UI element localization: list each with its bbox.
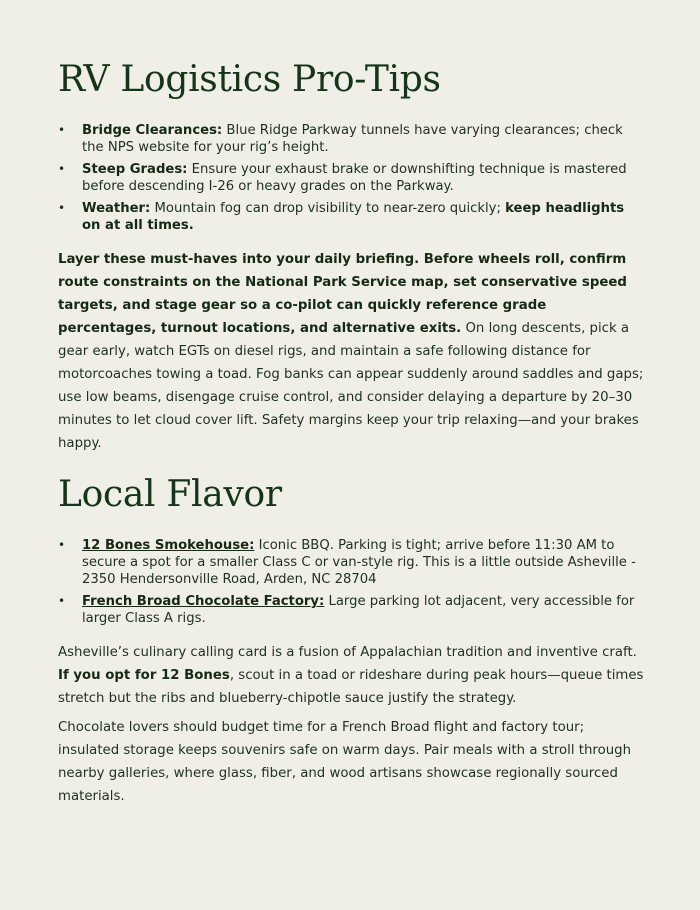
list-item-steep-grades xyxy=(58,161,644,195)
list-item-12-bones xyxy=(58,537,644,588)
12-bones-link[interactable]: 12 Bones Smokehouse: xyxy=(82,538,255,553)
bullet-icon: • xyxy=(58,594,66,608)
item-text: Mountain fog can drop visibility to near-zero quickly; xyxy=(150,201,506,216)
bullet-icon: • xyxy=(58,201,66,215)
item-text: Blue Ridge Parkway tunnels have varying clearances; check the NPS website for your rig’s height. xyxy=(82,123,623,155)
paragraph-text-rest: , scout in a toad or rideshare during peak hours—queue times stretch but the ribs and blueberry-chipotle sauce justify the strategy. xyxy=(58,668,644,706)
item-text: Iconic BBQ. Parking is tight; arrive before 11:30 AM to secure a spot for a smaller Class C or van-style rig. This is a little outside Asheville - 2350 Hendersonville Road, Arden, NC 28704 xyxy=(82,538,636,587)
culinary-paragraph xyxy=(58,641,644,710)
item-text: Ensure your exhaust brake or downshifting technique is mastered before descending I-26 or heavy grades on the Parkway. xyxy=(82,162,627,194)
briefing-text: On long descents, pick a gear early, watch EGTs on diesel rigs, and maintain a safe following distance for motorcoaches towing a toad. Fog banks can appear suddenly around saddles and gaps; use low beams, disengage cruise control, and consider delaying a departure by 20–30 minutes to let cloud cover lift. Safety margins keep your trip relaxing—and your brakes happy. xyxy=(58,321,644,451)
local-flavor-section xyxy=(58,471,644,808)
list-item-bridge-clearances xyxy=(58,122,644,156)
list-item-french-broad xyxy=(58,593,644,627)
section-heading-rv-logistics: RV Logistics Pro-Tips xyxy=(58,59,441,100)
paragraph-text: Asheville’s culinary calling card is a fusion of Appalachian tradition and inventive craft. xyxy=(58,645,637,660)
briefing-bold-text: Layer these must-haves into your daily briefing. Before wheels roll, confirm route constraints on the National Park Service map, set conservative speed targets, and stage gear so a co-pilot can quickly reference grade percentages, turnout locations, and alternative exits. xyxy=(58,252,627,336)
chocolate-paragraph: Chocolate lovers should budget time for a French Broad flight and factory tour; insulated storage keeps souvenirs safe on warm days. Pair meals with a stroll through nearby galleries, where glass, fiber, and wood artisans showcase regionally sourced materials. xyxy=(58,720,632,804)
daily-briefing-paragraph xyxy=(58,248,644,455)
bullet-icon: • xyxy=(58,162,66,176)
bullet-icon: • xyxy=(58,538,66,552)
bullet-icon: • xyxy=(58,123,66,137)
paragraph-bold-text: If you opt for 12 Bones xyxy=(58,668,230,683)
restaurant-list xyxy=(58,537,644,627)
list-item-weather xyxy=(58,200,644,234)
rv-tips-list xyxy=(58,122,644,234)
section-heading-local-flavor: Local Flavor xyxy=(58,474,282,515)
item-label: Steep Grades: xyxy=(82,162,188,177)
item-label: Bridge Clearances: xyxy=(82,123,223,138)
french-broad-link[interactable]: French Broad Chocolate Factory: xyxy=(82,594,325,609)
item-emphasis: keep headlights on at all times. xyxy=(82,201,625,233)
item-text: Large parking lot adjacent, very accessible for larger Class A rigs. xyxy=(82,594,635,626)
rv-logistics-section xyxy=(58,56,644,455)
item-label: Weather: xyxy=(82,201,151,216)
